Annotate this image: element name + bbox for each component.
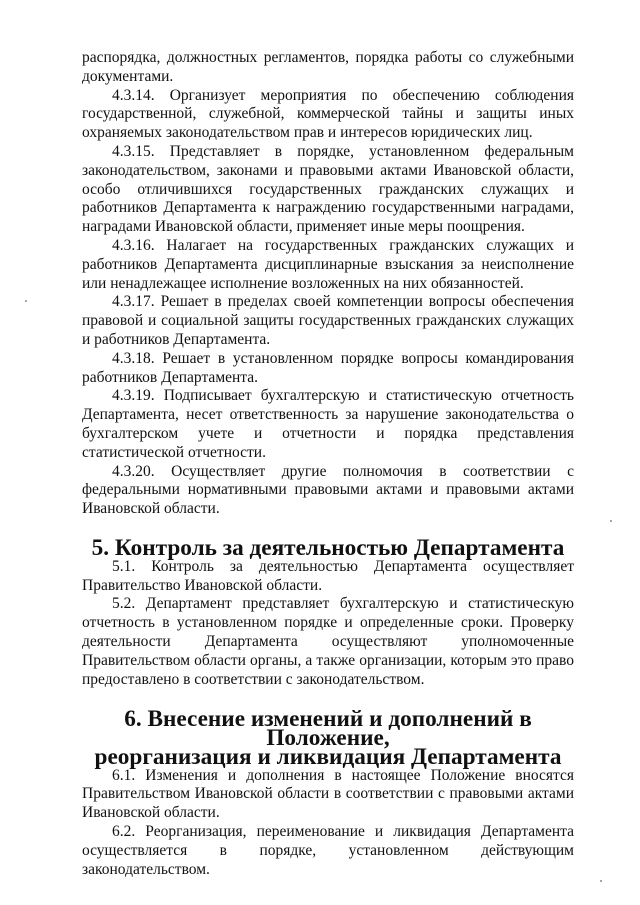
scan-speck [610, 520, 612, 522]
paragraph-4-3-16: 4.3.16. Налагает на государственных гражданских служащих и работников Департамента дисциплинарные взыскания за неисполнение или ненадлежащее исполнение возложенных на них обязанностей. [82, 236, 574, 292]
section-6-heading-line1: 6. Внесение изменений и дополнений в Положение, [124, 706, 532, 752]
section-6-heading-line2: реорганизация и ликвидация Департамента [94, 743, 562, 770]
paragraph-6-1: 6.1. Изменения и дополнения в настоящее Положение вносятся Правительством Ивановской области в соответствии с правовыми актами Ивановской области. [82, 766, 574, 822]
paragraph-continuation: распорядка, должностных регламентов, порядка работы со служебными документами. [82, 49, 574, 85]
scan-speck [600, 880, 602, 882]
paragraph-4-3-14: 4.3.14. Организует мероприятия по обеспечению соблюдения государственной, служебной, коммерческой тайны и защиты иных охраняемых законодательством прав и интересов юридических лиц. [82, 86, 574, 142]
paragraph-4-3-18: 4.3.18. Решает в установленном порядке вопросы командирования работников Департамента. [82, 349, 574, 386]
paragraph-6-2: 6.2. Реорганизация, переименование и ликвидация Департамента осуществляется в порядке, установленном действующим законодательством. [82, 823, 574, 878]
section-6-heading [82, 706, 574, 770]
paragraph-4-3-20: 4.3.20. Осуществляет другие полномочия в соответствии с федеральными нормативными правовыми актами и правовыми актами Ивановской области. [82, 462, 574, 518]
paragraph-4-3-15: 4.3.15. Представляет в порядке, установленном федеральным законодательством, законами и правовыми актами Ивановской области, особо отличившихся государственных гражданских служащих и работников Департамента к награждению государственными наградами, наградами Ивановской области, применяет иные меры поощрения. [82, 142, 574, 236]
paragraph-5-1: 5.1. Контроль за деятельностью Департамента осуществляет Правительство Ивановской области. [82, 557, 574, 594]
paragraph-4-3-17: 4.3.17. Решает в пределах своей компетенции вопросы обеспечения правовой и социальной защиты государственных гражданских служащих и работников Департамента. [82, 293, 574, 348]
scan-speck [25, 300, 27, 302]
paragraph-4-3-19: 4.3.19. Подписывает бухгалтерскую и статистическую отчетность Департамента, несет ответственность за нарушение законодательства о бухгалтерском учете и отчетности и порядка представления статистической отчетности. [82, 387, 574, 461]
section-5-heading: 5. Контроль за деятельностью Департамента [91, 534, 565, 561]
paragraph-5-2: 5.2. Департамент представляет бухгалтерскую и статистическую отчетность в установленном порядке и определенные сроки. Проверку деятельности Департамента осуществляют уполномоченные Правительством области органы, а также организации, которым это право предоставлено в соответствии с законодательством. [82, 595, 574, 688]
